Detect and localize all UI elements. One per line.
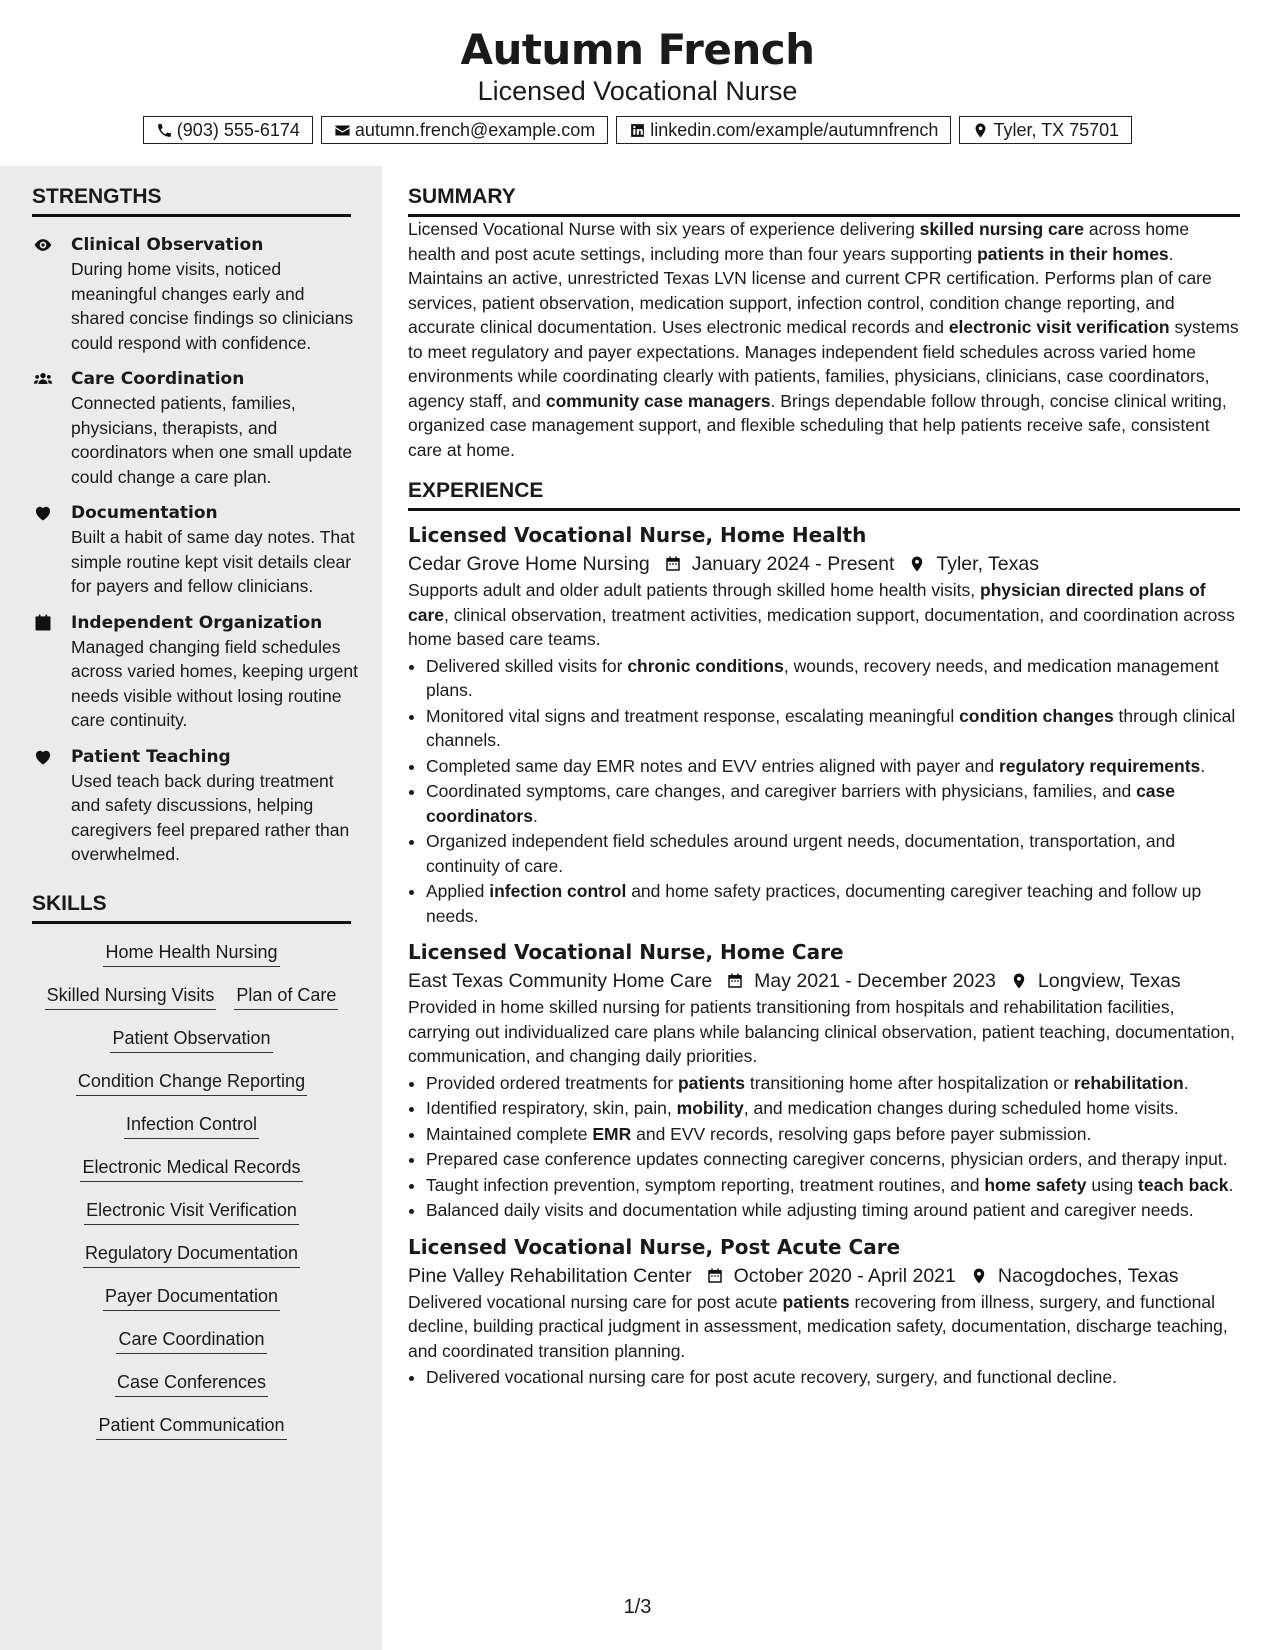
job-entry: [408, 938, 1240, 1223]
strength-desc: Connected patients, families, physicians, therapists, and coordinators when one small update could change a care plan.: [71, 393, 353, 487]
phone-icon: [156, 122, 173, 139]
text-run: , and medication changes during scheduled home visits.: [743, 1098, 1179, 1118]
strength-desc: Used teach back during treatment and safety discussions, helping caregivers feel prepared rather than overwhelmed.: [71, 770, 350, 864]
text-run: .: [1228, 1174, 1234, 1195]
skill-tag: Electronic Visit Verification: [84, 1198, 299, 1225]
text-run: recovering from illness, surgery, and functional decline, building practical judgment in assessment, medication safety, documentation, discharge teaching, and coordinated transition planning.: [408, 1291, 1228, 1361]
text-run: Identified respiratory, skin, pain,: [426, 1098, 677, 1118]
text-run: Balanced daily visits and documentation while adjusting timing around patient and caregiver needs.: [426, 1200, 1194, 1220]
text-run: systems to meet regulatory and payer expectations. Manages independent field schedules across varied home environments while coordinating clearly with patients, families, physicians, clinicians, case coordinators, agency staff, and: [408, 317, 1239, 411]
job-entry: [408, 1233, 1240, 1390]
main-content: [408, 166, 1240, 1391]
text-run: Prepared case conference updates connecting caregiver concerns, physician orders, and therapy input.: [426, 1149, 1228, 1169]
skill-tag: Patient Observation: [110, 1026, 272, 1053]
job-dates: October 2020 - April 2021: [733, 1264, 956, 1287]
text-run: Provided in home skilled nursing for patients transitioning from hospitals and rehabilitation facilities, carrying out individualized care plans while balancing clinical observation, patient teaching, documentation, communication, and changing daily priorities.: [408, 997, 1235, 1066]
strength-title: Independent Organization: [71, 612, 323, 633]
text-run: through clinical channels.: [426, 705, 1236, 750]
strength-desc: Built a habit of same day notes. That simple routine kept visit details clear for payers and fellow clinicians.: [71, 527, 355, 596]
text-run: Monitored vital signs and treatment response, escalating meaningful: [426, 705, 960, 726]
map-pin-icon: [970, 1267, 988, 1285]
emphasis-text: regulatory requirements: [998, 755, 1201, 776]
strength-title: Documentation: [71, 503, 218, 523]
strength-item: [0, 233, 361, 355]
job-bullet: [426, 1173, 1240, 1198]
job-bullet: [426, 1071, 1240, 1096]
job-bullet: [426, 1147, 1240, 1172]
skill-tag: Electronic Medical Records: [80, 1155, 302, 1182]
emphasis-text: EMR: [592, 1123, 632, 1144]
skill-tag: Plan of Care: [234, 983, 338, 1010]
job-company: Pine Valley Rehabilitation Center: [408, 1264, 692, 1287]
strength-item: [0, 367, 361, 489]
contact-bar: [0, 116, 1275, 144]
job-location: Longview, Texas: [1037, 970, 1181, 992]
strength-item: [0, 745, 361, 867]
job-bullets: [408, 654, 1240, 929]
job-dates: January 2024 - Present: [691, 553, 895, 575]
job-company: Cedar Grove Home Nursing: [408, 553, 650, 575]
contact-location-text: Tyler, TX 75701: [993, 119, 1120, 140]
candidate-title: Licensed Vocational Nurse: [477, 76, 798, 106]
skill-tag: Patient Communication: [96, 1413, 286, 1440]
text-run: Maintained complete: [426, 1123, 593, 1144]
emphasis-text: condition changes: [959, 705, 1114, 726]
emphasis-text: infection control: [489, 881, 627, 901]
job-title: Licensed Vocational Nurse, Home Care: [408, 940, 844, 964]
contact-linkedin[interactable]: [616, 116, 951, 144]
page-number: 1/3: [623, 1596, 652, 1618]
map-pin-icon: [1010, 972, 1028, 990]
skill-tag: Care Coordination: [116, 1327, 266, 1354]
text-run: Delivered vocational nursing care for post acute recovery, surgery, and functional decline.: [426, 1367, 1117, 1387]
envelope-icon: [334, 122, 351, 139]
summary-heading: SUMMARY: [408, 184, 1240, 217]
job-bullet: [426, 1122, 1240, 1147]
emphasis-text: community case managers: [545, 390, 771, 411]
job-bullet: [426, 879, 1240, 928]
strength-desc: During home visits, noticed meaningful changes early and shared concise findings so clinicians could respond with confidence.: [71, 259, 354, 353]
strength-title: Care Coordination: [71, 369, 245, 389]
job-bullet: [426, 704, 1240, 753]
text-run: , clinical observation, treatment activities, medication support, documentation, and coordination across home based care teams.: [408, 604, 1235, 649]
contact-phone[interactable]: [143, 116, 313, 144]
eye-icon: [33, 235, 53, 255]
job-location: Nacogdoches, Texas: [997, 1264, 1179, 1287]
text-run: . Brings dependable follow through, concise clinical writing, organized case management support, and flexible scheduling that help patients receive safe, consistent care at home.: [408, 390, 1227, 460]
strengths-heading: STRENGTHS: [32, 184, 351, 217]
calendar-icon: [706, 1267, 724, 1285]
text-run: Delivered vocational nursing care for post acute: [408, 1291, 783, 1312]
skill-tag: Case Conferences: [115, 1370, 268, 1397]
summary-text: [408, 217, 1240, 462]
skill-tag: Condition Change Reporting: [76, 1069, 307, 1096]
job-title: Licensed Vocational Nurse, Home Health: [408, 523, 867, 547]
job-bullets: [408, 1365, 1240, 1390]
linkedin-icon: [629, 122, 646, 139]
text-run: across home health and post acute settings, including more than four years supporting: [408, 219, 1190, 264]
text-run: .: [1183, 1072, 1189, 1093]
text-run: Licensed Vocational Nurse with six years of experience delivering: [408, 219, 920, 239]
contact-linkedin-text: linkedin.com/example/autumnfrench: [650, 119, 939, 140]
job-dates: May 2021 - December 2023: [754, 970, 996, 992]
experience-heading: EXPERIENCE: [408, 478, 1240, 511]
calendar-icon: [664, 555, 682, 573]
text-run: Delivered skilled visits for: [426, 655, 628, 676]
strength-desc: Managed changing field schedules across varied homes, keeping urgent needs visible without losing routine care continuity.: [71, 636, 358, 730]
emphasis-text: home safety: [984, 1174, 1087, 1195]
job-bullet: [426, 654, 1240, 703]
job-meta: [408, 1262, 1240, 1290]
text-run: .: [1200, 755, 1206, 776]
job-entry: [408, 521, 1240, 928]
text-run: , wounds, recovery needs, and medication management plans.: [426, 655, 1219, 700]
text-run: Provided ordered treatments for: [426, 1072, 678, 1093]
contact-email-text: autumn.french@example.com: [354, 119, 596, 140]
text-run: Organized independent field schedules around urgent needs, documentation, transportation, and continuity of care.: [426, 831, 1176, 876]
text-run: Coordinated symptoms, care changes, and caregiver barriers with physicians, families, and: [426, 781, 1137, 801]
text-run: .: [532, 805, 538, 826]
job-location: Tyler, Texas: [936, 553, 1039, 575]
text-run: Taught infection prevention, symptom reporting, treatment routines, and: [426, 1174, 985, 1195]
emphasis-text: electronic visit verification: [948, 317, 1170, 337]
job-description: [408, 995, 1240, 1069]
emphasis-text: patients in their homes: [977, 243, 1169, 264]
skill-tag: Skilled Nursing Visits: [45, 983, 217, 1010]
emphasis-text: patients: [782, 1291, 850, 1312]
skills-list: [32, 940, 351, 1440]
sidebar: [0, 166, 382, 1650]
text-run: and EVV records, resolving gaps before payer submission.: [631, 1123, 1092, 1144]
calendar-icon: [33, 613, 53, 633]
job-bullet: [426, 1198, 1240, 1223]
text-run: Completed same day EMR notes and EVV entries aligned with payer and: [426, 755, 999, 776]
job-bullet: [426, 1096, 1240, 1121]
heart-icon: [33, 503, 53, 523]
strength-item: [0, 611, 361, 733]
job-bullets: [408, 1071, 1240, 1223]
strengths-list: [0, 233, 382, 867]
map-pin-icon: [908, 555, 926, 573]
text-run: transitioning home after hospitalization or: [745, 1072, 1074, 1093]
strength-item: [0, 501, 361, 599]
text-run: . Maintains an active, unrestricted Texas LVN license and current CPR certification. Performs plan of care services, patient observation, medication support, infection control, condition change reporting, and accurate clinical documentation. Uses electronic medical records and: [408, 243, 1212, 337]
calendar-icon: [726, 972, 744, 990]
emphasis-text: case coordinators: [426, 781, 1175, 826]
emphasis-text: rehabilitation: [1073, 1072, 1184, 1093]
map-pin-icon: [972, 122, 989, 139]
text-run: Supports adult and older adult patients through skilled home health visits,: [408, 580, 981, 600]
candidate-name: Autumn French: [460, 25, 815, 74]
contact-email[interactable]: [321, 116, 608, 144]
job-title: Licensed Vocational Nurse, Post Acute Care: [408, 1234, 901, 1259]
skill-tag: Home Health Nursing: [103, 940, 279, 967]
resume-header: [0, 0, 1275, 144]
job-description: [408, 578, 1240, 652]
heart-icon: [33, 747, 53, 767]
emphasis-text: physician directed plans of care: [408, 580, 1206, 625]
text-run: using: [1086, 1174, 1139, 1195]
text-run: and home safety practices, documenting caregiver teaching and follow up needs.: [426, 881, 1202, 926]
emphasis-text: chronic conditions: [627, 655, 784, 676]
contact-phone-text: (903) 555-6174: [176, 119, 300, 140]
job-bullet: [426, 1365, 1240, 1390]
strength-title: Clinical Observation: [71, 235, 264, 255]
emphasis-text: patients: [677, 1072, 746, 1093]
skill-tag: Infection Control: [124, 1112, 259, 1139]
job-bullet: [426, 779, 1240, 828]
emphasis-text: mobility: [676, 1098, 744, 1118]
skills-heading: SKILLS: [32, 891, 351, 924]
skill-tag: Regulatory Documentation: [83, 1241, 300, 1268]
emphasis-text: skilled nursing care: [919, 219, 1085, 239]
emphasis-text: teach back: [1138, 1174, 1229, 1195]
strength-title: Patient Teaching: [71, 746, 231, 767]
users-icon: [33, 369, 53, 389]
job-bullet: [426, 754, 1240, 779]
job-company: East Texas Community Home Care: [408, 970, 713, 992]
job-bullet: [426, 829, 1240, 878]
job-description: [408, 1290, 1240, 1364]
skill-tag: Payer Documentation: [103, 1284, 280, 1311]
contact-location: [959, 116, 1132, 144]
text-run: Applied: [426, 881, 490, 901]
job-meta: [408, 967, 1240, 995]
job-meta: [408, 550, 1240, 578]
